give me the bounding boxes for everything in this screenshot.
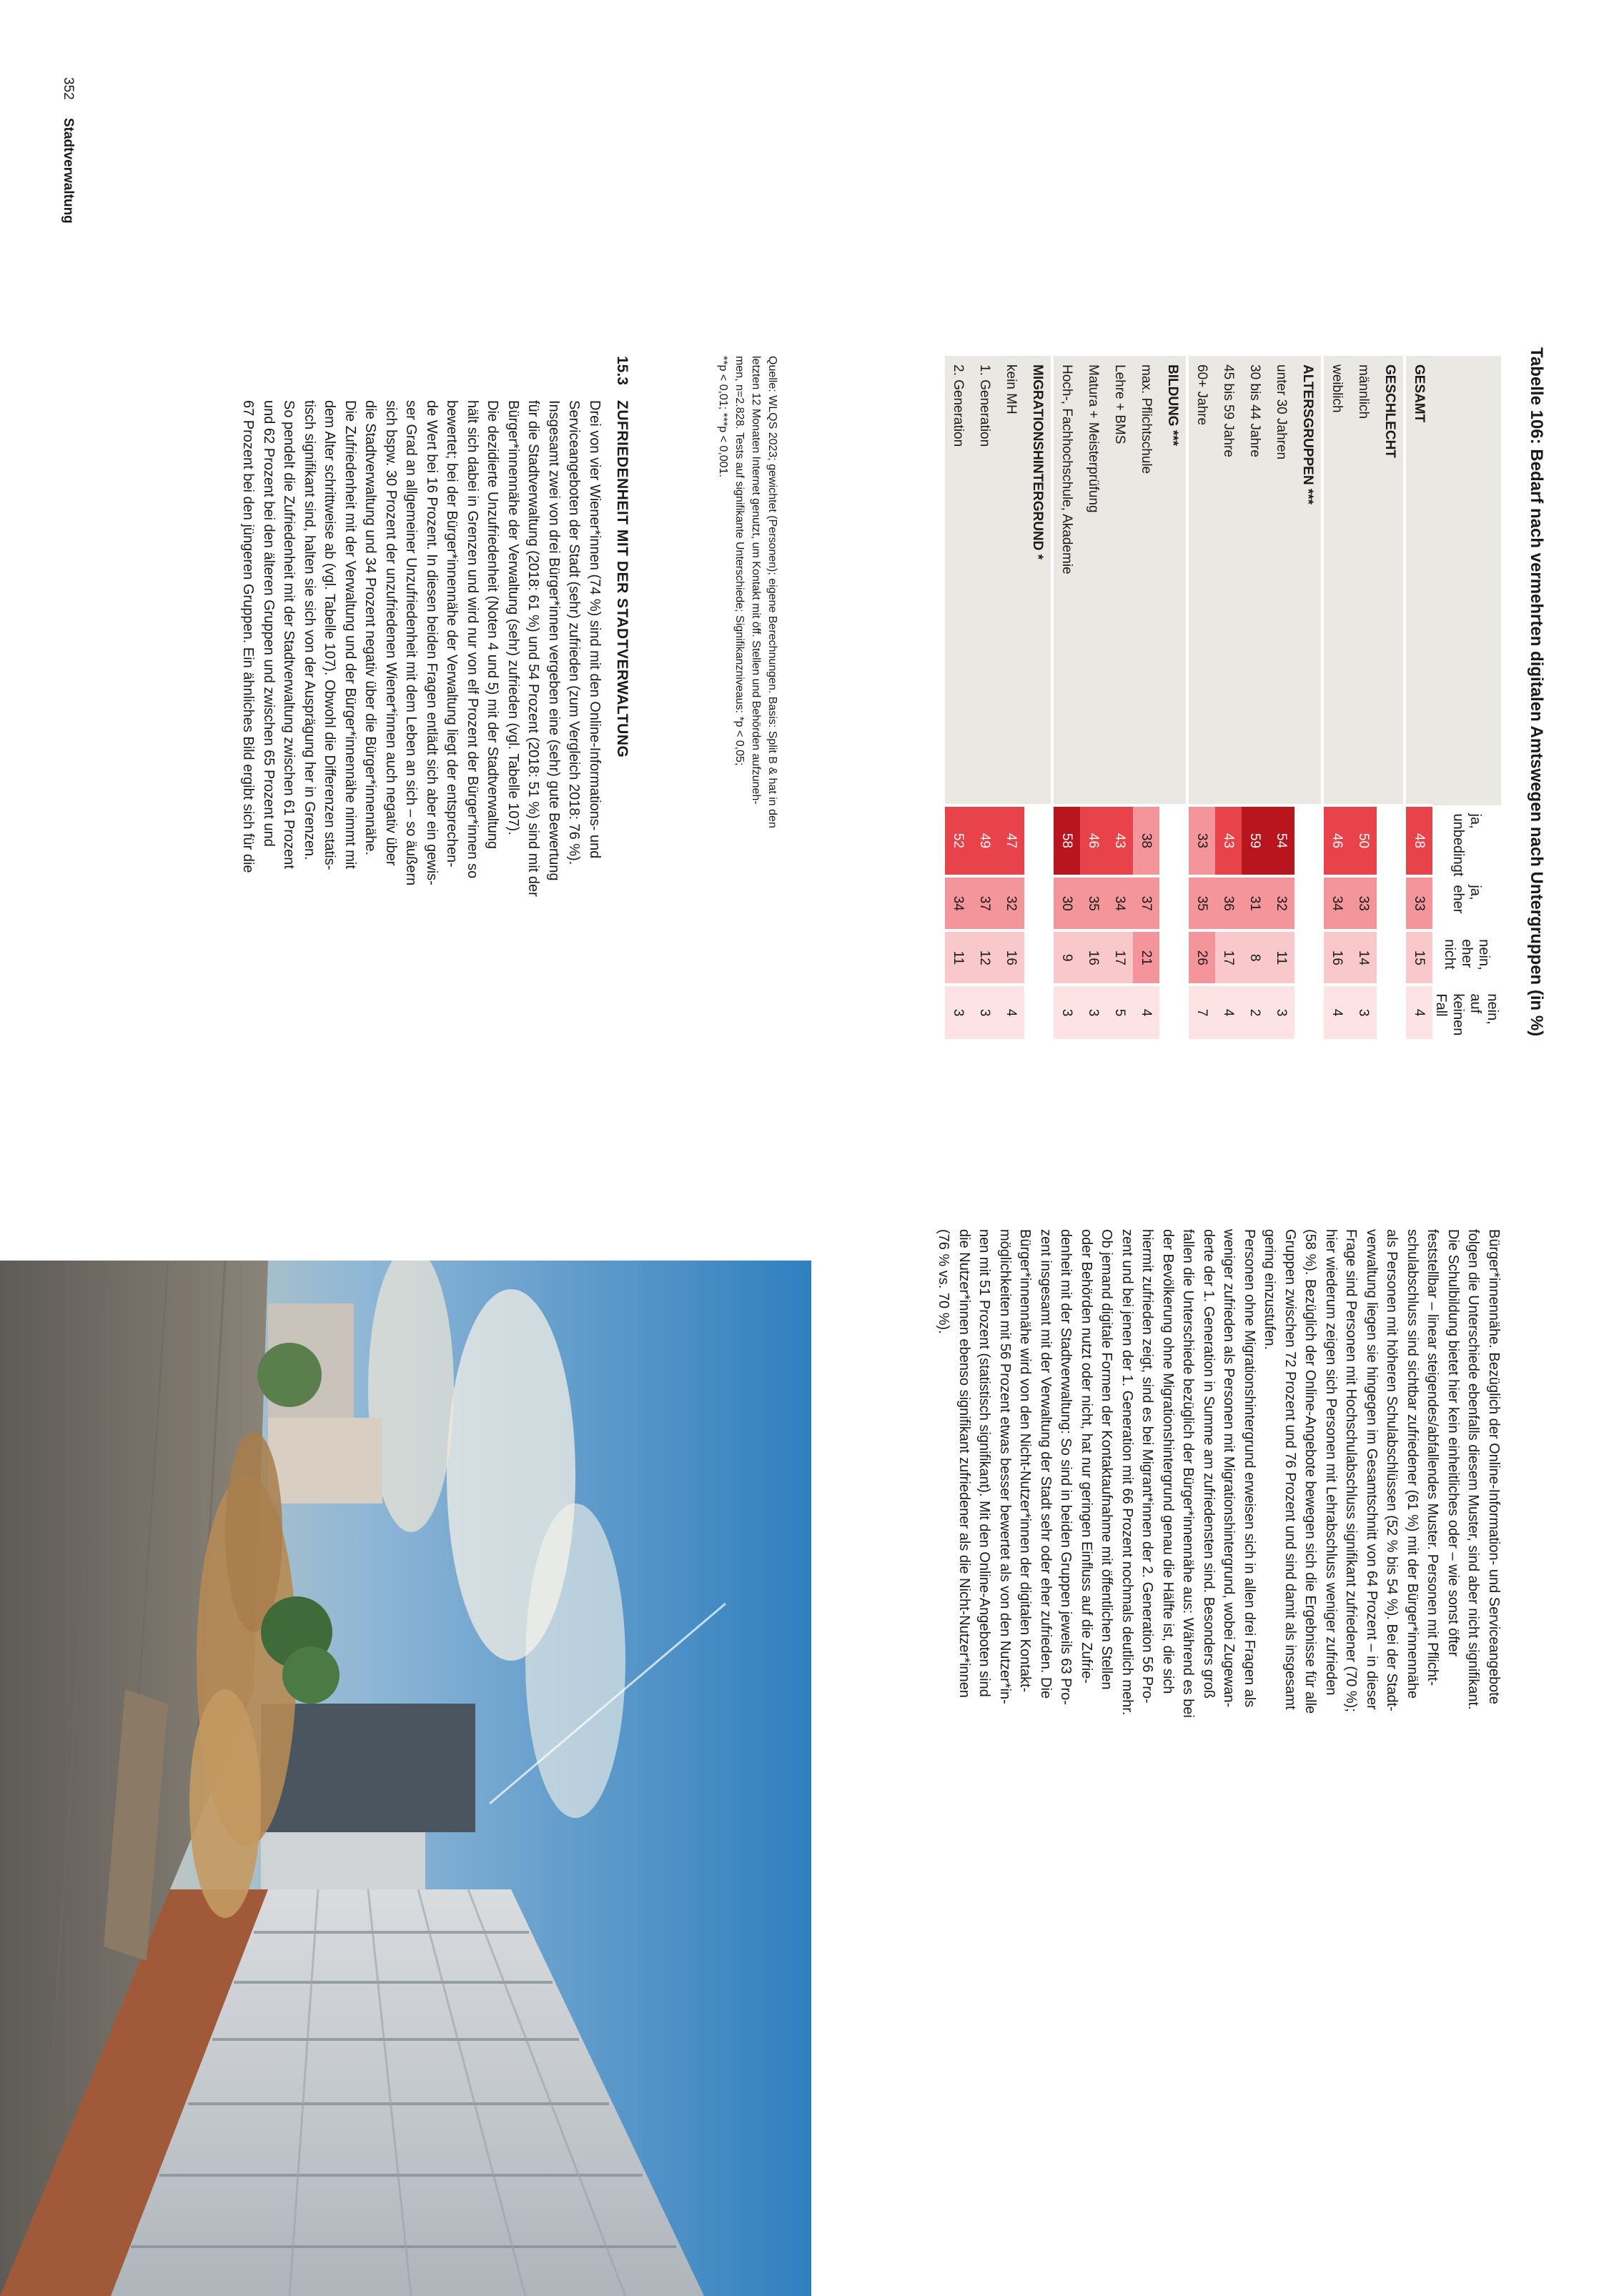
table-cell-value: 43 [1215, 805, 1242, 877]
table-cell-value: 16 [1080, 930, 1106, 985]
table-cell-empty [1159, 805, 1187, 877]
table-cell-empty [1159, 930, 1187, 985]
table-cell-value: 4 [1405, 985, 1432, 1039]
column-header: ja, eher [1450, 885, 1483, 914]
table-cell-value: 21 [1133, 930, 1159, 985]
table-cell-value: 37 [971, 876, 998, 930]
text-line: gering einzustufen. [1262, 1229, 1278, 1351]
table-cell-value: 33 [1350, 876, 1377, 930]
text-line: dem Alter schrittweise ab (vgl. Tabelle 107). Obwohl die Differenzen statis- [322, 400, 338, 870]
row-label: Hoch-, Fachhochschule, Akademie [1052, 356, 1080, 805]
table-cell-value: 15 [1405, 930, 1432, 985]
table-cell-value: 4 [1322, 985, 1350, 1039]
table-row [1052, 356, 1080, 1039]
table-row [1024, 356, 1052, 1039]
row-label: Matura + Meisterprüfung [1080, 356, 1106, 805]
running-head [60, 77, 76, 224]
row-label: MIGRATIONSHINTERGRUND * [1024, 356, 1052, 805]
table-cell-value: 2 [1242, 985, 1268, 1039]
table-cell-value: 52 [945, 805, 971, 877]
column-header: nein, eher nicht [1442, 939, 1492, 970]
text-line: 67 Prozent bei den jüngeren Gruppen. Ein ähnliches Bild ergibt sich für die [240, 400, 257, 873]
table-row [1133, 356, 1159, 1039]
table-cell-value: 17 [1215, 930, 1242, 985]
table-cell-value: 3 [1350, 985, 1377, 1039]
table-cell-value: 11 [945, 930, 971, 985]
source-note-line: **p < 0,01; ***p < 0,001. [717, 356, 729, 477]
table-row [1268, 356, 1294, 1039]
table-cell-value: 36 [1215, 876, 1242, 930]
table-cell-empty [1294, 876, 1322, 930]
table-cell-empty [1024, 805, 1052, 877]
row-label: kein MH [998, 356, 1024, 805]
text-line: Drei von vier Wiener*innen (74 %) sind mit den Online-Informations- und [587, 400, 603, 859]
page-number: 352 [61, 77, 76, 100]
table-cell-value: 50 [1350, 805, 1377, 877]
table-row [1322, 356, 1350, 1039]
text-line: hiermit zufrieden zeigt, sind es bei Migrant*innen der 2. Generation 56 Pro- [1139, 1229, 1156, 1704]
source-note-line: men, n=2.828. Tests auf signifikante Unterschiede; Signifikanzniveaus: *p < 0,05; [733, 356, 746, 766]
text-line: und 62 Prozent bei den älteren Gruppen und zwischen 65 Prozent und [261, 400, 277, 847]
table-cell-value: 33 [1187, 805, 1215, 877]
text-line: Die Schulbildung bietet hier kein einheitliches oder – wie sonst öfter [1445, 1229, 1461, 1657]
text-line: als Personen mit höheren Schulabschlüssen (52 % bis 54 %). Bei der Stadt- [1384, 1229, 1400, 1711]
column-header: ja, unbedingt [1450, 813, 1483, 877]
data-table-wrapper [945, 356, 1501, 1039]
table-cell-empty [1294, 930, 1322, 985]
table-cell-value: 4 [998, 985, 1024, 1039]
text-line: Die dezidierte Unzufriedenheit (Noten 4 und 5) mit der Stadtverwaltung [485, 400, 501, 850]
text-line: tisch signifikant sind, halten sie sich von der Ausprägung her in Grenzen. [302, 400, 317, 860]
table-cell-empty [1377, 985, 1405, 1039]
text-line: nen mit 51 Prozent (statistisch signifikant). Mit den Online-Angeboten sind [976, 1229, 993, 1697]
table-cell-empty [1377, 876, 1405, 930]
text-line: (58 %). Bezüglich der Online-Angebote bewegen sich die Ergebnisse für alle [1302, 1229, 1319, 1714]
table-cell-value: 32 [1268, 876, 1294, 930]
table-row [1159, 356, 1187, 1039]
text-line: (76 % vs. 70 %). [936, 1229, 952, 1334]
table-cell-value: 4 [1133, 985, 1159, 1039]
table-cell-value: 48 [1405, 805, 1432, 877]
table-cell-value: 17 [1106, 930, 1133, 985]
table-cell-value: 4 [1215, 985, 1242, 1039]
text-line: ser Grad an allgemeiner Unzufriedenheit mit dem Leben an sich – so äußern [403, 400, 420, 886]
row-label: max. Pflichtschule [1133, 356, 1159, 805]
text-line: Bürger*innennähe wird von den Nicht-Nutzer*innen der digitalen Kontakt- [1017, 1229, 1034, 1693]
table-cell-value: 34 [1106, 876, 1133, 930]
text-line: Serviceangeboten der Stadt (sehr) zufrieden (zum Vergleich 2018: 76 %). [566, 400, 583, 865]
text-line: feststellbar – linear steigendes/abfallendes Muster. Personen mit Pflicht- [1425, 1229, 1441, 1686]
text-line: sich bspw. 30 Prozent der unzufriedenen Wiener*innen auch negativ über [383, 400, 399, 866]
table-row [1187, 356, 1215, 1039]
text-line: Ob jemand digitale Formen der Kontaktaufnahme mit öffentlichen Stellen [1099, 1229, 1115, 1690]
table-row [998, 356, 1024, 1039]
row-label: männlich [1350, 356, 1377, 805]
table-cell-empty [1159, 876, 1187, 930]
table-cell-value: 54 [1268, 805, 1294, 877]
table-body [945, 356, 1432, 1039]
text-line: hier wiederum zeigen sich Personen mit Lehrabschluss weniger zufrieden [1323, 1229, 1339, 1696]
table-cell-value: 30 [1052, 876, 1080, 930]
row-label: 2. Generation [945, 356, 971, 805]
table-cell-value: 34 [1322, 876, 1350, 930]
table-cell-value: 35 [1187, 876, 1215, 930]
table-cell-value: 33 [1405, 876, 1432, 930]
table-row [945, 356, 971, 1039]
table-row [1215, 356, 1242, 1039]
row-label: 45 bis 59 Jahre [1215, 356, 1242, 805]
text-line: schulabschluss sind sichtbar zufriedener (61 %) mit der Bürger*innennähe [1405, 1229, 1420, 1699]
text-line: Die Zufriedenheit mit der Verwaltung und der Bürger*innennähe nimmt mit [342, 400, 358, 869]
text-line: Personen ohne Migrationshintergrund erweisen sich in allen drei Fragen als [1242, 1229, 1257, 1708]
table-row [1377, 356, 1405, 1039]
text-line: für die Stadtverwaltung (2018: 61 %) und 54 Prozent (2018: 51 %) sind mit der [525, 400, 542, 897]
table-cell-value: 59 [1242, 805, 1268, 877]
table-cell-value: 46 [1080, 805, 1106, 877]
text-line: Gruppen zwischen 72 Prozent und 76 Prozent und sind damit als insgesamt [1282, 1229, 1298, 1710]
table-cell-value: 31 [1242, 876, 1268, 930]
table-cell-value: 37 [1133, 876, 1159, 930]
column-header: nein, auf keinen Fall [1433, 993, 1500, 1036]
table-cell-value: 3 [1052, 985, 1080, 1039]
table-cell-value: 34 [945, 876, 971, 930]
table-cell-value: 12 [971, 930, 998, 985]
text-line: oder Behörden nutzt oder nicht, hat nur geringen Einfluss auf die Zufrie- [1079, 1229, 1094, 1684]
table-cell-value: 32 [998, 876, 1024, 930]
running-head-section: Stadtverwaltung [61, 117, 76, 224]
table-cell-value: 9 [1052, 930, 1080, 985]
table-cell-empty [1024, 930, 1052, 985]
table-cell-empty [1024, 985, 1052, 1039]
table-cell-empty [1294, 985, 1322, 1039]
text-line: denheit mit der Stadtverwaltung: So sind in beiden Gruppen jeweils 63 Pro- [1058, 1229, 1074, 1705]
text-line: derte der 1. Generation in Summe am zufriedensten sind. Besonders groß [1201, 1229, 1217, 1699]
table-row [971, 356, 998, 1039]
table-row [1242, 356, 1268, 1039]
table-cell-value: 3 [1268, 985, 1294, 1039]
table-row [1350, 356, 1377, 1039]
row-label: GESAMT [1405, 356, 1432, 805]
table-row [1080, 356, 1106, 1039]
section-number: 15.3 [614, 356, 630, 385]
row-label: ALTERSGRUPPEN *** [1294, 356, 1322, 805]
table-cell-value: 47 [998, 805, 1024, 877]
table-cell-value: 7 [1187, 985, 1215, 1039]
table-row [1405, 356, 1432, 1039]
text-line: Insgesamt zwei von drei Bürger*innen vergeben eine (sehr) gute Bewertung [546, 400, 562, 881]
data-table [945, 356, 1501, 1039]
table-cell-value: 38 [1133, 805, 1159, 877]
table-cell-value: 3 [945, 985, 971, 1039]
row-label: 30 bis 44 Jahre [1242, 356, 1268, 805]
text-line: folgen die Unterschiede ebenfalls diesem Muster, sind aber nicht signifikant. [1465, 1229, 1482, 1710]
table-cell-value: 14 [1350, 930, 1377, 985]
text-line: zent insgesamt mit der Verwaltung der Stadt sehr oder eher zufrieden. Die [1038, 1229, 1054, 1699]
table-row [1106, 356, 1133, 1039]
table-header-row [1432, 356, 1501, 1039]
text-line: Bürger*innennähe. Bezüglich der Online-Information- und Serviceangebote [1486, 1229, 1502, 1704]
table-cell-value: 49 [971, 805, 998, 877]
row-label: weiblich [1322, 356, 1350, 805]
source-note-line: letzten 12 Monaten Internet genutzt, um Kontakt mit öff. Stellen und Behörden aufzuneh- [750, 356, 762, 805]
table-cell-empty [1294, 805, 1322, 877]
table-cell-empty [1159, 985, 1187, 1039]
row-label: 1. Generation [971, 356, 998, 805]
text-line: So pendelt die Zufriedenheit mit der Stadtverwaltung zwischen 61 Prozent [281, 400, 297, 869]
text-line: fallen die Unterschiede bezüglich der Bürger*innennähe aus: Während es bei [1180, 1229, 1197, 1718]
source-note-line: Quelle: WLQS 2023; gewichtet (Personen); eigene Berechnungen. Basis: Split B & hat in den [766, 356, 778, 828]
table-cell-value: 11 [1268, 930, 1294, 985]
text-line: bewertet; bei der Bürger*innennähe der Verwaltung liegt der entsprechen- [444, 400, 460, 868]
row-label: unter 30 Jahren [1268, 356, 1294, 805]
table-header-blank [1432, 356, 1501, 805]
table-cell-value: 16 [998, 930, 1024, 985]
text-line: die Stadtverwaltung und 34 Prozent negativ über die Bürger*innennähe. [362, 400, 379, 856]
table-cell-value: 3 [1080, 985, 1106, 1039]
text-line: Frage sind Personen mit Hochschulabschluss signifikant zufriedener (70 %); [1343, 1229, 1360, 1712]
text-line: weniger zufrieden als Personen mit Migrationshintergrund, wobei Zugewan- [1221, 1229, 1237, 1708]
building-photo [0, 1261, 811, 2296]
text-line: hält sich dabei in Grenzen und wird nur von elf Prozent der Bürger*innen so [465, 400, 480, 879]
table-cell-value: 5 [1106, 985, 1133, 1039]
table-cell-value: 58 [1052, 805, 1080, 877]
text-line: Bürger*innennähe der Verwaltung (sehr) zufrieden (vgl. Tabelle 107). [505, 400, 521, 835]
text-line: die Nutzer*innen ebenso signifikant zufriedener als die Nicht-Nutzer*innen [956, 1229, 972, 1698]
section-body-text [238, 400, 605, 1043]
text-line: verwaltung liegen sie hingegen im Gesamtschnitt von 64 Prozent – in dieser [1364, 1229, 1380, 1710]
table-source-note [715, 356, 781, 1042]
row-label: GESCHLECHT [1377, 356, 1405, 805]
table-title: Tabelle 106: Bedarf nach vermehrten digitalen Amtswegen nach Untergruppen (in %) [1527, 347, 1546, 1037]
right-column-body-text [934, 1229, 1504, 1951]
table-cell-value: 8 [1242, 930, 1268, 985]
row-label: 60+ Jahre [1187, 356, 1215, 805]
table-cell-value: 16 [1322, 930, 1350, 985]
table-cell-empty [1377, 805, 1405, 877]
text-line: zent und bei jenen der 1. Generation mit 66 Prozent nochmals deutlich mehr. [1119, 1229, 1135, 1716]
table-cell-value: 3 [971, 985, 998, 1039]
row-label: BILDUNG *** [1159, 356, 1187, 805]
table-cell-empty [1024, 876, 1052, 930]
text-line: möglichkeiten mit 56 Prozent etwas besser bewertet als von den Nutzer*in- [997, 1229, 1013, 1704]
row-label: Lehre + BMS [1106, 356, 1133, 805]
table-cell-value: 35 [1080, 876, 1106, 930]
table-cell-value: 26 [1187, 930, 1215, 985]
table-cell-value: 43 [1106, 805, 1133, 877]
table-cell-value: 46 [1322, 805, 1350, 877]
section-heading: ZUFRIEDENHEIT MIT DER STADTVERWALTUNG [614, 400, 630, 758]
table-cell-empty [1377, 930, 1405, 985]
text-line: der Bevölkerung ohne Migrationshintergrund genau die Hälfte ist, die sich [1160, 1229, 1176, 1694]
table-row [1294, 356, 1322, 1039]
text-line: de Wert bei 16 Prozent. In diesen beiden Fragen entlädt sich aber ein gewis- [424, 400, 440, 885]
